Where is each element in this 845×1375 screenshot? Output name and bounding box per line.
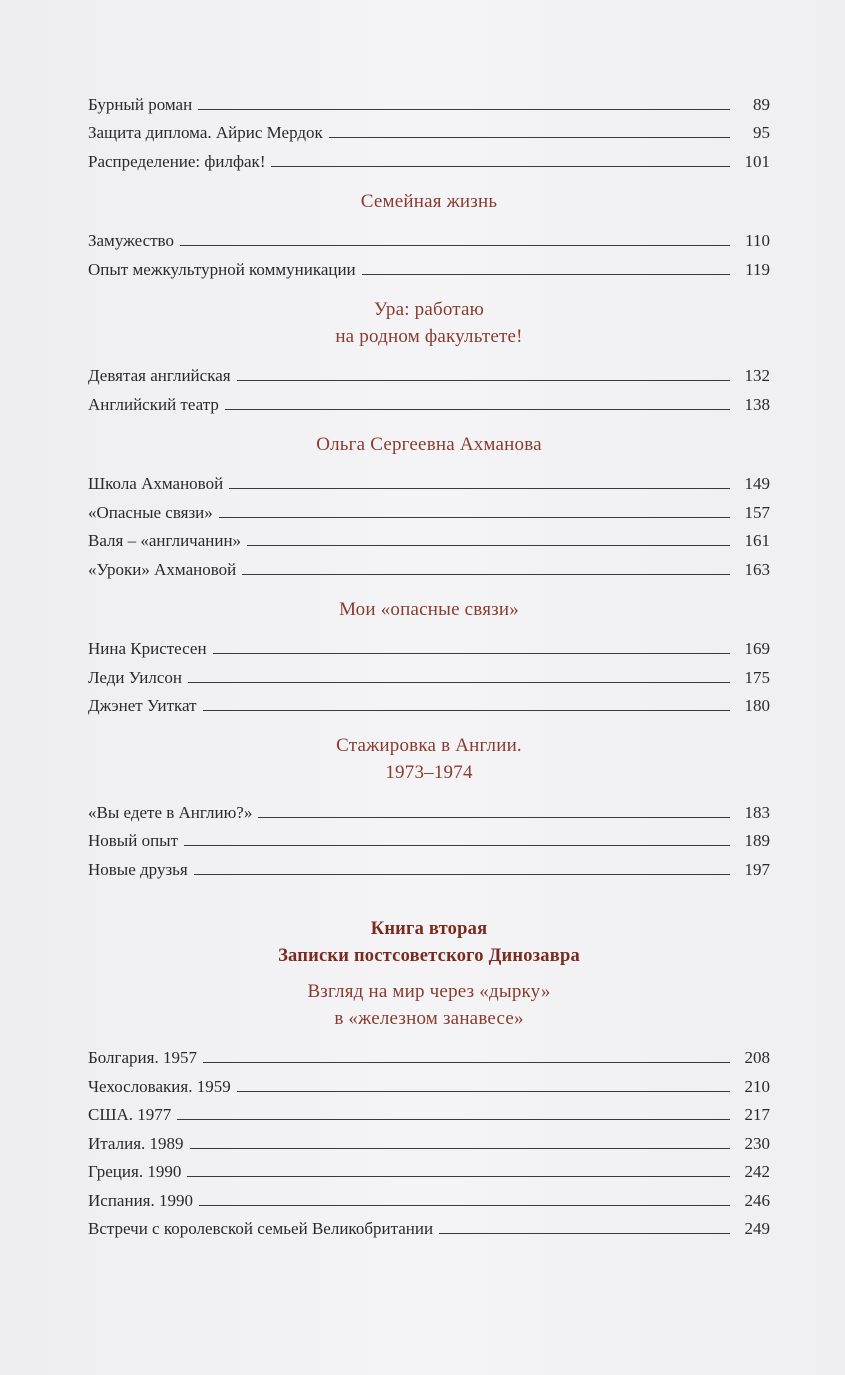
toc-group bbox=[88, 794, 770, 880]
toc-page-number: 210 bbox=[744, 1076, 770, 1096]
toc-page-number: 217 bbox=[744, 1105, 770, 1124]
toc-entry bbox=[88, 1068, 770, 1097]
toc-entry bbox=[88, 86, 770, 115]
toc-entry-title: Распределение: филфак! bbox=[88, 151, 266, 171]
section-heading: 1973–1974 bbox=[385, 762, 473, 783]
toc-entry bbox=[88, 1182, 770, 1211]
toc-entry-title: США. 1977 bbox=[88, 1105, 172, 1124]
toc-entry bbox=[88, 251, 770, 280]
toc-entry-title: Английский театр bbox=[88, 394, 219, 414]
book-heading: Книга вторая bbox=[370, 918, 488, 939]
toc-leader-line bbox=[242, 574, 730, 575]
toc-page-number: 169 bbox=[744, 639, 770, 658]
toc-entry bbox=[88, 851, 770, 880]
toc-group bbox=[88, 358, 770, 415]
toc-entry-title: Леди Уилсон bbox=[88, 667, 182, 687]
section-heading: Ольга Сергеевна Ахманова bbox=[316, 433, 542, 455]
toc-leader-line bbox=[329, 137, 730, 138]
toc-page-number: 163 bbox=[744, 559, 770, 579]
toc-entry-title: Опыт межкультурной коммуникации bbox=[88, 259, 356, 279]
toc-leader-line bbox=[213, 653, 730, 654]
toc-leader-line bbox=[190, 1148, 730, 1149]
section-heading: Семейная жизнь bbox=[360, 190, 498, 212]
toc-leader-line bbox=[199, 1205, 730, 1206]
toc-page-number: 110 bbox=[745, 231, 770, 250]
toc-entry-title: «Уроки» Ахмановой bbox=[88, 559, 237, 579]
toc-page-number: 230 bbox=[744, 1133, 770, 1153]
toc-leader-line bbox=[225, 409, 730, 410]
toc-entry-title: Валя – «англичанин» bbox=[88, 531, 242, 550]
toc-entry-title: Бурный роман bbox=[88, 94, 193, 114]
toc-page-number: 242 bbox=[744, 1162, 770, 1181]
toc-page-number: 183 bbox=[744, 802, 770, 822]
toc-leader-line bbox=[247, 545, 730, 546]
toc-leader-line bbox=[237, 1091, 730, 1092]
toc-entry bbox=[88, 631, 770, 660]
toc-entry bbox=[88, 358, 770, 387]
toc-entry-title: Новый опыт bbox=[88, 831, 179, 850]
toc-entry bbox=[88, 115, 770, 144]
toc-group bbox=[88, 1040, 770, 1240]
toc-page-number: 208 bbox=[744, 1048, 770, 1067]
book-subtitle: Записки постсоветского Динозавра bbox=[278, 945, 580, 966]
section-heading: на родном факультете! bbox=[335, 325, 523, 347]
toc-entry bbox=[88, 823, 770, 852]
section-heading: в «железном занавесе» bbox=[334, 1007, 524, 1029]
toc-page-number: 246 bbox=[744, 1190, 770, 1210]
toc-entry-title: «Вы едете в Англию?» bbox=[88, 802, 253, 822]
toc-entry bbox=[88, 794, 770, 823]
toc-entry-title: Нина Кристесен bbox=[88, 639, 207, 658]
toc-leader-line bbox=[180, 245, 730, 246]
toc-leader-line bbox=[271, 166, 730, 167]
toc-page-number: 138 bbox=[744, 394, 770, 414]
toc-entry-title: Джэнет Уиткат bbox=[88, 696, 197, 715]
toc-entry bbox=[88, 659, 770, 688]
toc-leader-line bbox=[184, 845, 730, 846]
toc-entry-title: Испания. 1990 bbox=[88, 1190, 193, 1210]
toc-entry-title: Чехословакия. 1959 bbox=[88, 1076, 231, 1096]
toc-group bbox=[88, 223, 770, 280]
toc-entry bbox=[88, 386, 770, 415]
toc-page-number: 249 bbox=[744, 1219, 770, 1238]
toc-page-number: 119 bbox=[745, 259, 770, 279]
toc-entry-title: Школа Ахмановой bbox=[88, 474, 224, 493]
toc-entry bbox=[88, 1097, 770, 1126]
toc-page-number: 189 bbox=[744, 831, 770, 850]
toc-leader-line bbox=[258, 817, 730, 818]
toc-entry bbox=[88, 1040, 770, 1069]
toc-page-number: 161 bbox=[744, 531, 770, 550]
toc-page-number: 149 bbox=[744, 474, 770, 493]
toc-page-number: 197 bbox=[744, 859, 770, 879]
toc-entry-title: Замужество bbox=[88, 231, 174, 250]
toc-leader-line bbox=[362, 274, 730, 275]
toc-leader-line bbox=[237, 380, 730, 381]
section-heading: Мои «опасные связи» bbox=[339, 598, 519, 620]
toc-entry-title: Болгария. 1957 bbox=[88, 1048, 197, 1067]
toc-entry bbox=[88, 1211, 770, 1240]
toc-leader-line bbox=[229, 488, 730, 489]
toc-group bbox=[88, 466, 770, 580]
toc-entry bbox=[88, 466, 770, 495]
toc-page-number: 132 bbox=[744, 366, 770, 385]
section-heading: Стажировка в Англии. bbox=[336, 735, 522, 756]
toc-entry-title: Новые друзья bbox=[88, 859, 188, 879]
toc-entry bbox=[88, 1125, 770, 1154]
section-heading: Ура: работаю bbox=[373, 298, 485, 320]
toc-leader-line bbox=[219, 517, 730, 518]
toc-entry-title: Защита диплома. Айрис Мердок bbox=[88, 123, 323, 142]
toc-page-number: 89 bbox=[753, 94, 770, 114]
toc-entry-title: Встречи с королевской семьей Великобритании bbox=[88, 1219, 434, 1238]
table-of-contents bbox=[88, 86, 770, 1239]
toc-entry bbox=[88, 494, 770, 523]
toc-group bbox=[88, 631, 770, 717]
toc-page-number: 157 bbox=[744, 502, 770, 522]
section-heading: Взгляд на мир через «дырку» bbox=[307, 980, 551, 1002]
toc-leader-line bbox=[187, 1176, 730, 1177]
toc-page-number: 180 bbox=[744, 696, 770, 715]
toc-entry bbox=[88, 143, 770, 172]
toc-entry-title: Девятая английская bbox=[88, 366, 231, 385]
toc-leader-line bbox=[203, 710, 730, 711]
toc-leader-line bbox=[194, 874, 730, 875]
toc-page-number: 95 bbox=[753, 123, 770, 142]
toc-entry bbox=[88, 223, 770, 252]
toc-entry bbox=[88, 1154, 770, 1183]
toc-entry-title: «Опасные связи» bbox=[88, 502, 213, 522]
toc-entry bbox=[88, 523, 770, 552]
toc-leader-line bbox=[439, 1233, 730, 1234]
toc-entry bbox=[88, 551, 770, 580]
toc-page-number: 101 bbox=[744, 151, 770, 171]
toc-leader-line bbox=[177, 1119, 730, 1120]
toc-entry bbox=[88, 688, 770, 717]
toc-leader-line bbox=[188, 682, 730, 683]
toc-leader-line bbox=[203, 1062, 730, 1063]
toc-group bbox=[88, 86, 770, 172]
toc-page-number: 175 bbox=[744, 667, 770, 687]
toc-leader-line bbox=[198, 109, 730, 110]
toc-entry-title: Италия. 1989 bbox=[88, 1133, 184, 1153]
toc-entry-title: Греция. 1990 bbox=[88, 1162, 182, 1181]
